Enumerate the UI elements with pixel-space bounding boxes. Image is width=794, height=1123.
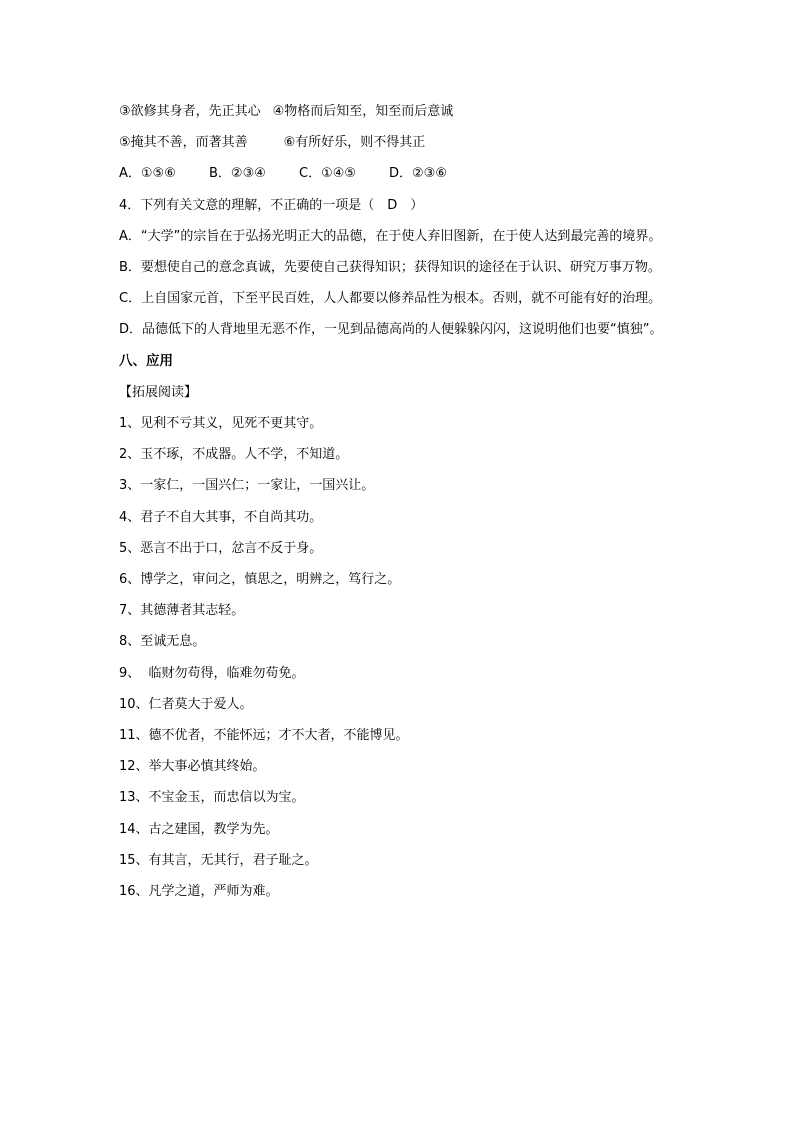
q3-item-3: ③欲修其身者，先正其心 (119, 104, 261, 119)
q3-option-row-1 (119, 96, 679, 127)
reading-item: 11、德不优者，不能怀远；才不大者，不能博见。 (119, 728, 409, 744)
section-heading: 八、应用 (119, 352, 173, 369)
q4-option-b: B．要想使自己的意念真诚，先要使自己获得知识；获得知识的途径在于认识、研究万事万物。 (119, 260, 661, 276)
q3-option-row-2 (119, 127, 679, 158)
document-page (119, 96, 679, 907)
q3-item-5: ⑤掩其不善，而著其善 (119, 135, 248, 151)
q3-item-4: ④物格而后知至，知至而后意诚 (272, 104, 454, 119)
reading-item: 5、恶言不出于口，忿言不反于身。 (119, 540, 323, 556)
q3-choices (119, 158, 679, 189)
reading-item: 14、古之建国，教学为先。 (119, 821, 279, 837)
q3-choice-a: A．①⑤⑥ (119, 166, 176, 182)
reading-item: 8、至诚无息。 (119, 634, 206, 650)
reading-item: 2、玉不琢，不成器。人不学，不知道。 (119, 447, 349, 463)
reading-item: 1、见利不亏其义，见死不更其守。 (119, 416, 323, 432)
reading-item: 16、凡学之道，严师为难。 (119, 884, 279, 900)
q4-option-c: C．上自国家元首，下至平民百姓，人人都要以修养品性为根本。否则，就不可能有好的治理。 (119, 291, 662, 307)
q4-stem: 4．下列有关文意的理解，不正确的一项是（ D ） (119, 197, 424, 213)
q4-option-a: A．“大学”的宗旨在于弘扬光明正大的品德，在于使人弃旧图新，在于使人达到最完善的境界。 (119, 228, 662, 244)
reading-item: 15、有其言，无其行，君子耻之。 (119, 852, 318, 868)
reading-item: 4、君子不自大其事，不自尚其功。 (119, 509, 323, 525)
q3-item-6: ⑥有所好乐，则不得其正 (283, 135, 426, 151)
q3-choice-d: D．②③⑥ (389, 166, 447, 182)
q4-option-d: D．品德低下的人背地里无恶不作，一见到品德高尚的人便躲躲闪闪，这说明他们也要“慎独”。 (119, 322, 663, 338)
reading-item: 10、仁者莫大于爱人。 (119, 696, 253, 712)
reading-item: 3、一家仁，一国兴仁；一家让，一国兴让。 (119, 478, 375, 494)
reading-item: 9、 临财勿苟得，临难勿苟免。 (119, 665, 305, 681)
reading-item: 13、不宝金玉，而忠信以为宝。 (119, 790, 305, 806)
reading-item: 6、博学之，审问之，慎思之，明辨之，笃行之。 (119, 572, 401, 588)
reading-item: 12、举大事必慎其终始。 (119, 759, 266, 775)
q3-choice-b: B．②③④ (209, 166, 266, 182)
q3-choice-c: C．①④⑤ (299, 166, 357, 182)
reading-item: 7、其德薄者其志轻。 (119, 603, 245, 619)
section-subheading: 【拓展阅读】 (119, 384, 198, 400)
